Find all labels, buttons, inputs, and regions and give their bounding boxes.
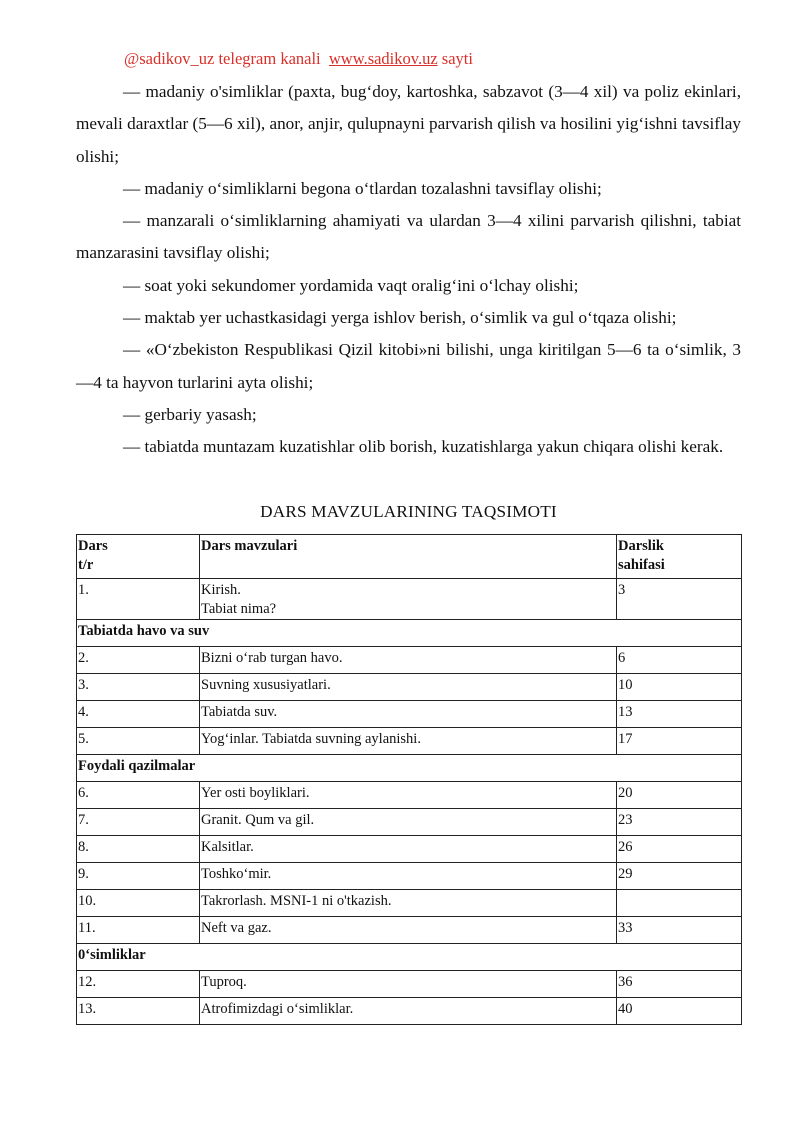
row-page: 36 [617, 971, 742, 998]
table-row [77, 674, 742, 701]
row-number: 12. [77, 971, 200, 998]
row-page: 26 [617, 836, 742, 863]
row-topic: Kirish. Tabiat nima? [200, 579, 617, 620]
row-topic: Suvning xususiyatlari. [200, 674, 617, 701]
row-page: 3 [617, 579, 742, 620]
section-title: Foydali qazilmalar [77, 755, 742, 782]
row-page: 17 [617, 728, 742, 755]
page-header [124, 49, 473, 69]
row-page: 33 [617, 917, 742, 944]
row-page: 29 [617, 863, 742, 890]
section-title: Tabiatda havo va suv [77, 620, 742, 647]
paragraph: — tabiatda muntazam kuzatishlar olib borish, kuzatishlarga yakun chiqara olishi kerak. [123, 437, 724, 457]
row-topic: Takrorlash. MSNI-1 ni o'tkazish. [200, 890, 617, 917]
row-number: 13. [77, 998, 200, 1025]
paragraph: — madaniy o‘simliklarni begona o‘tlardan tozalashni tavsiflay olishi; [123, 178, 602, 198]
row-topic: Yer osti boyliklari. [200, 782, 617, 809]
row-topic: Yog‘inlar. Tabiatda suvning aylanishi. [200, 728, 617, 755]
row-page: 23 [617, 809, 742, 836]
website-suffix-text: sayti [441, 49, 473, 68]
row-number: 11. [77, 917, 200, 944]
paragraph: — madaniy o'simliklar (paxta, bug‘doy, kartoshka, sabzavot (3—4 xil) va poliz ekinlari, mevali daraxtlar (5—6 xil), anor, anjir, qulupnayni parvarish qilish va hosilini yig‘ishni tavsiflay olishi; [76, 82, 741, 166]
telegram-channel-text: @sadikov_uz telegram kanali [124, 49, 321, 68]
table-row [77, 809, 742, 836]
lesson-distribution-table [76, 534, 742, 1025]
table-row [77, 890, 742, 917]
row-number: 3. [77, 674, 200, 701]
row-number: 7. [77, 809, 200, 836]
table-row [77, 782, 742, 809]
table-row [77, 836, 742, 863]
row-page: 10 [617, 674, 742, 701]
table-title: DARS MAVZULARINING TAQSIMOTI [260, 502, 557, 521]
row-topic: Kalsitlar. [200, 836, 617, 863]
row-number: 10. [77, 890, 200, 917]
table-row [77, 701, 742, 728]
section-row [77, 755, 742, 782]
section-row [77, 620, 742, 647]
table-row [77, 863, 742, 890]
website-link[interactable]: www.sadikov.uz [328, 49, 438, 68]
row-topic: Atrofimizdagi o‘simliklar. [200, 998, 617, 1025]
table-header-row [77, 535, 742, 579]
row-number: 5. [77, 728, 200, 755]
row-page [617, 890, 742, 917]
paragraph: — gerbariy yasash; [123, 404, 257, 424]
table-row [77, 579, 742, 620]
row-number: 6. [77, 782, 200, 809]
row-topic: Toshko‘mir. [200, 863, 617, 890]
row-page: 20 [617, 782, 742, 809]
paragraph: — manzarali o‘simliklarning ahamiyati va ulardan 3—4 xilini parvarish qilishni, tabiat manzarasini tavsiflay olishi; [76, 211, 741, 263]
row-page: 6 [617, 647, 742, 674]
row-topic: Granit. Qum va gil. [200, 809, 617, 836]
row-topic: Tuproq. [200, 971, 617, 998]
section-row [77, 944, 742, 971]
header-number: Dars t/r [77, 535, 200, 579]
table-row [77, 998, 742, 1025]
section-title: 0‘simliklar [77, 944, 742, 971]
paragraph: — maktab yer uchastkasidagi yerga ishlov berish, o‘simlik va gul o‘tqaza olishi; [123, 308, 677, 328]
header-topic: Dars mavzulari [200, 535, 617, 579]
row-number: 1. [77, 579, 200, 620]
row-page: 40 [617, 998, 742, 1025]
table-row [77, 647, 742, 674]
row-number: 4. [77, 701, 200, 728]
row-number: 8. [77, 836, 200, 863]
row-topic: Neft va gaz. [200, 917, 617, 944]
paragraph: — soat yoki sekundomer yordamida vaqt oralig‘ini o‘lchay olishi; [123, 275, 579, 295]
table-row [77, 917, 742, 944]
row-topic: Bizni o‘rab turgan havo. [200, 647, 617, 674]
row-topic: Tabiatda suv. [200, 701, 617, 728]
requirements-text [76, 76, 741, 464]
row-page: 13 [617, 701, 742, 728]
table-row [77, 728, 742, 755]
header-page: Darslik sahifasi [617, 535, 742, 579]
row-number: 2. [77, 647, 200, 674]
row-number: 9. [77, 863, 200, 890]
paragraph: — «O‘zbekiston Respublikasi Qizil kitobi»ni bilishi, unga kiritilgan 5—6 ta o‘simlik, 3—4 ta hayvon turlarini ayta olishi; [76, 340, 741, 392]
table-row [77, 971, 742, 998]
